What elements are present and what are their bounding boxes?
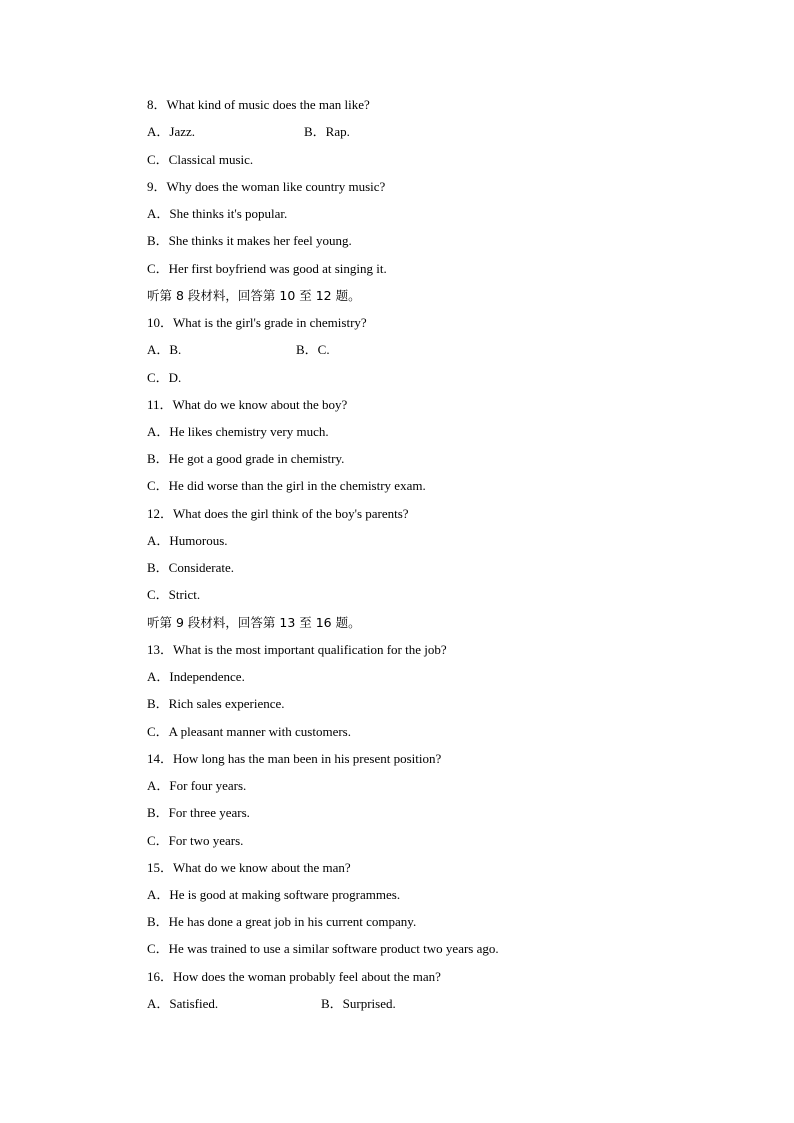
question-text: 11．What do we know about the boy? bbox=[147, 397, 348, 412]
question-12 bbox=[147, 504, 409, 524]
question-text: 14．How long has the man been in his present position? bbox=[147, 751, 442, 766]
option-c-q10 bbox=[147, 368, 181, 388]
option-a: A．B. bbox=[147, 342, 182, 357]
option-b-q9 bbox=[147, 231, 352, 251]
question-8 bbox=[147, 95, 370, 115]
section-heading-9 bbox=[147, 613, 361, 633]
option-c: C．A pleasant manner with customers. bbox=[147, 724, 351, 739]
option-c: C．D. bbox=[147, 370, 182, 385]
option-c-q12 bbox=[147, 585, 200, 605]
option-c-q13 bbox=[147, 722, 351, 742]
option-c-q8 bbox=[147, 150, 253, 170]
option-b: B．For three years. bbox=[147, 805, 250, 820]
option-a: A．He is good at making software programmes. bbox=[147, 887, 401, 902]
option-c: C．He did worse than the girl in the chemistry exam. bbox=[147, 478, 426, 493]
option-a: A．Independence. bbox=[147, 669, 245, 684]
option-b-q14 bbox=[147, 803, 250, 823]
option-b: B．She thinks it makes her feel young. bbox=[147, 233, 352, 248]
question-text: 9．Why does the woman like country music? bbox=[147, 179, 386, 194]
option-b: B．C. bbox=[296, 342, 330, 357]
option-c: C．Her first boyfriend was good at singing it. bbox=[147, 261, 387, 276]
options-row-q10 bbox=[147, 340, 330, 360]
question-16 bbox=[147, 967, 441, 987]
option-b-q15 bbox=[147, 912, 416, 932]
option-b-q11 bbox=[147, 449, 344, 469]
option-a: A．For four years. bbox=[147, 778, 247, 793]
option-b: B．Rap. bbox=[304, 124, 350, 139]
question-13 bbox=[147, 640, 447, 660]
option-b: B．Surprised. bbox=[321, 996, 396, 1011]
option-a: A．Satisfied. bbox=[147, 996, 219, 1011]
option-c: C．He was trained to use a similar software product two years ago. bbox=[147, 941, 499, 956]
question-15 bbox=[147, 858, 351, 878]
option-b: B．Rich sales experience. bbox=[147, 696, 285, 711]
option-b: B．He has done a great job in his current company. bbox=[147, 914, 417, 929]
option-c: C．Strict. bbox=[147, 587, 201, 602]
option-a-q14 bbox=[147, 776, 246, 796]
option-a-q9 bbox=[147, 204, 287, 224]
option-a: A．Humorous. bbox=[147, 533, 228, 548]
option-c: C．Classical music. bbox=[147, 152, 254, 167]
options-row-q16 bbox=[147, 994, 396, 1014]
option-c-q15 bbox=[147, 939, 499, 959]
option-c: C．For two years. bbox=[147, 833, 244, 848]
option-a-q12 bbox=[147, 531, 228, 551]
option-a: A．She thinks it's popular. bbox=[147, 206, 288, 221]
option-b-q13 bbox=[147, 694, 285, 714]
option-a-q15 bbox=[147, 885, 400, 905]
section-heading-text: 听第 9 段材料，回答第 13 至 16 题。 bbox=[147, 615, 361, 630]
option-b: B．He got a good grade in chemistry. bbox=[147, 451, 345, 466]
question-11 bbox=[147, 395, 347, 415]
option-c-q11 bbox=[147, 476, 426, 496]
options-row-q8 bbox=[147, 122, 350, 142]
option-a-q13 bbox=[147, 667, 245, 687]
section-heading-8 bbox=[147, 286, 361, 306]
option-a: A．He likes chemistry very much. bbox=[147, 424, 329, 439]
question-text: 8．What kind of music does the man like? bbox=[147, 97, 370, 112]
question-14 bbox=[147, 749, 441, 769]
option-a: A．Jazz. bbox=[147, 124, 196, 139]
option-a-q11 bbox=[147, 422, 329, 442]
option-b-q12 bbox=[147, 558, 234, 578]
question-text: 15．What do we know about the man? bbox=[147, 860, 351, 875]
option-c-q9 bbox=[147, 259, 387, 279]
option-b: B．Considerate. bbox=[147, 560, 235, 575]
question-text: 13．What is the most important qualification for the job? bbox=[147, 642, 447, 657]
option-c-q14 bbox=[147, 831, 243, 851]
section-heading-text: 听第 8 段材料，回答第 10 至 12 题。 bbox=[147, 288, 361, 303]
question-text: 16．How does the woman probably feel about the man? bbox=[147, 969, 441, 984]
question-text: 12．What does the girl think of the boy's parents? bbox=[147, 506, 409, 521]
question-text: 10．What is the girl's grade in chemistry? bbox=[147, 315, 367, 330]
question-9 bbox=[147, 177, 385, 197]
question-10 bbox=[147, 313, 367, 333]
